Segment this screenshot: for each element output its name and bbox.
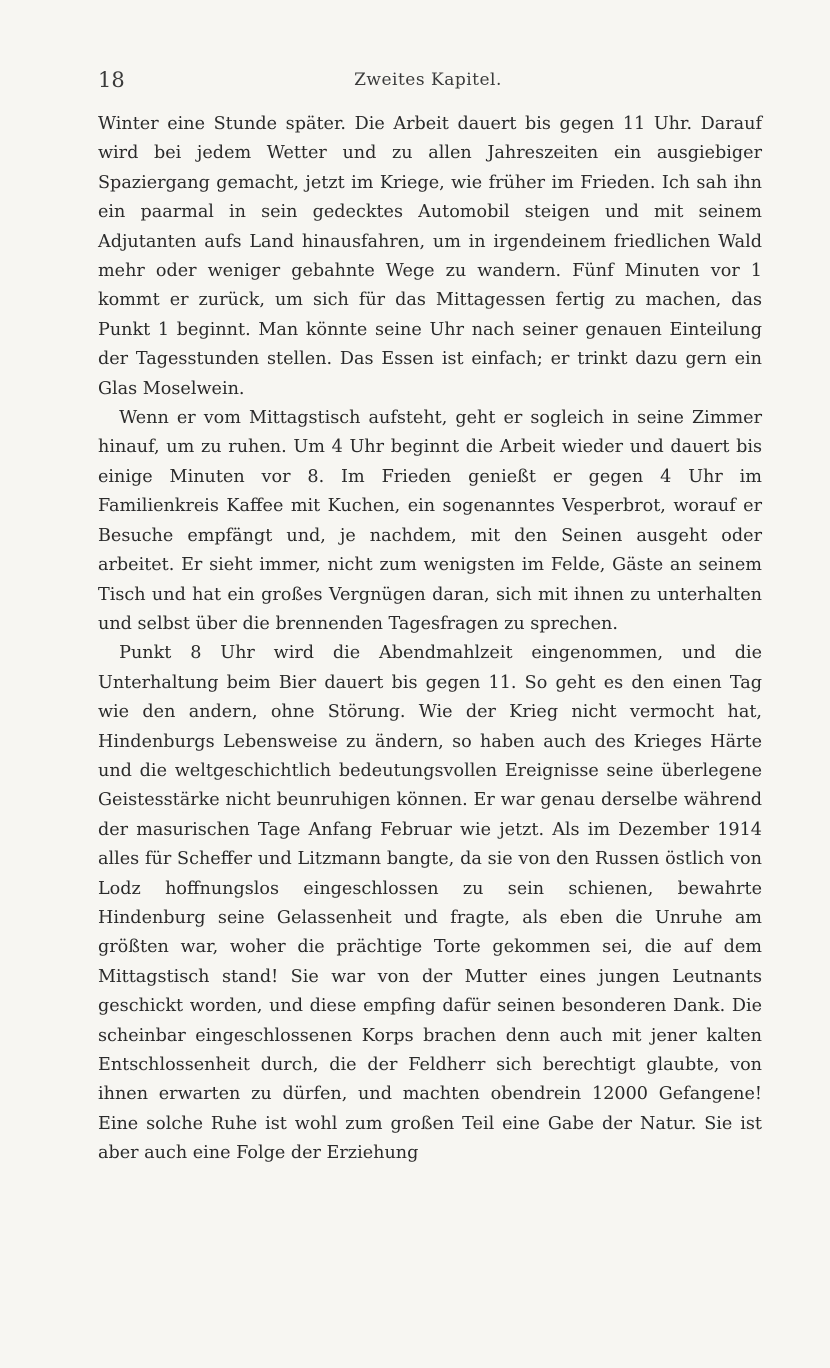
body-text	[98, 110, 762, 1169]
paragraph: Winter eine Stunde später. Die Arbeit dauert bis gegen 11 Uhr. Darauf wird bei jedem Wetter und zu allen Jahreszeiten ein ausgiebiger Spaziergang gemacht, jetzt im Kriege, wie früher im Frieden. Ich sah ihn ein paarmal in sein gedecktes Automobil steigen und mit seinem Adjutanten aufs Land hinausfahren, um in irgendeinem friedlichen Wald mehr oder weniger gebahnte Wege zu wandern. Fünf Minuten vor 1 kommt er zurück, um sich für das Mittagessen fertig zu machen, das Punkt 1 beginnt. Man könnte seine Uhr nach seiner genauen Einteilung der Tagesstunden stellen. Das Essen ist einfach; er trinkt dazu gern ein Glas Moselwein.	[98, 114, 762, 399]
paragraph: Punkt 8 Uhr wird die Abendmahlzeit eingenommen, und die Unterhaltung beim Bier dauert bis gegen 11. So geht es den einen Tag wie den andern, ohne Störung. Wie der Krieg nicht vermocht hat, Hindenburgs Lebensweise zu ändern, so haben auch des Krieges Härte und die weltgeschichtlich bedeutungsvollen Ereignisse seine überlegene Geistesstärke nicht beunruhigen können. Er war genau derselbe während der masurischen Tage Anfang Februar wie jetzt. Als im Dezember 1914 alles für Scheffer und Litzmann bangte, da sie von den Russen östlich von Lodz hoffnungslos eingeschlossen zu sein schienen, bewahrte Hindenburg seine Gelassenheit und fragte, als eben die Unruhe am größten war, woher die prächtige Torte gekommen sei, die auf dem Mittagstisch stand! Sie war von der Mutter eines jungen Leutnants geschickt worden, und diese empfing dafür seinen besonderen Dank. Die scheinbar eingeschlossenen Korps brachen denn auch mit jener kalten Entschlossenheit durch, die der Feldherr sich berechtigt glaubte, von ihnen erwarten zu dürfen, und machten obendrein 12000 Gefangene! Eine solche Ruhe ist wohl zum großen Teil eine Gabe der Natur. Sie ist aber auch eine Folge der Erziehung	[98, 643, 762, 1164]
page-number: 18	[98, 68, 125, 92]
running-head: Zweites Kapitel.	[354, 70, 502, 90]
page-header	[98, 68, 758, 96]
paragraph: Wenn er vom Mittagstisch aufsteht, geht er sogleich in seine Zimmer hinauf, um zu ruhen. Um 4 Uhr beginnt die Arbeit wieder und dauert bis einige Minuten vor 8. Im Frieden genießt er gegen 4 Uhr im Familienkreis Kaffee mit Kuchen, ein sogenanntes Vesperbrot, worauf er Besuche empfängt und, je nachdem, mit den Seinen ausgeht oder arbeitet. Er sieht immer, nicht zum wenigsten im Felde, Gäste an seinem Tisch und hat ein großes Vergnügen daran, sich mit ihnen zu unterhalten und selbst über die brennenden Tagesfragen zu sprechen.	[98, 408, 762, 634]
